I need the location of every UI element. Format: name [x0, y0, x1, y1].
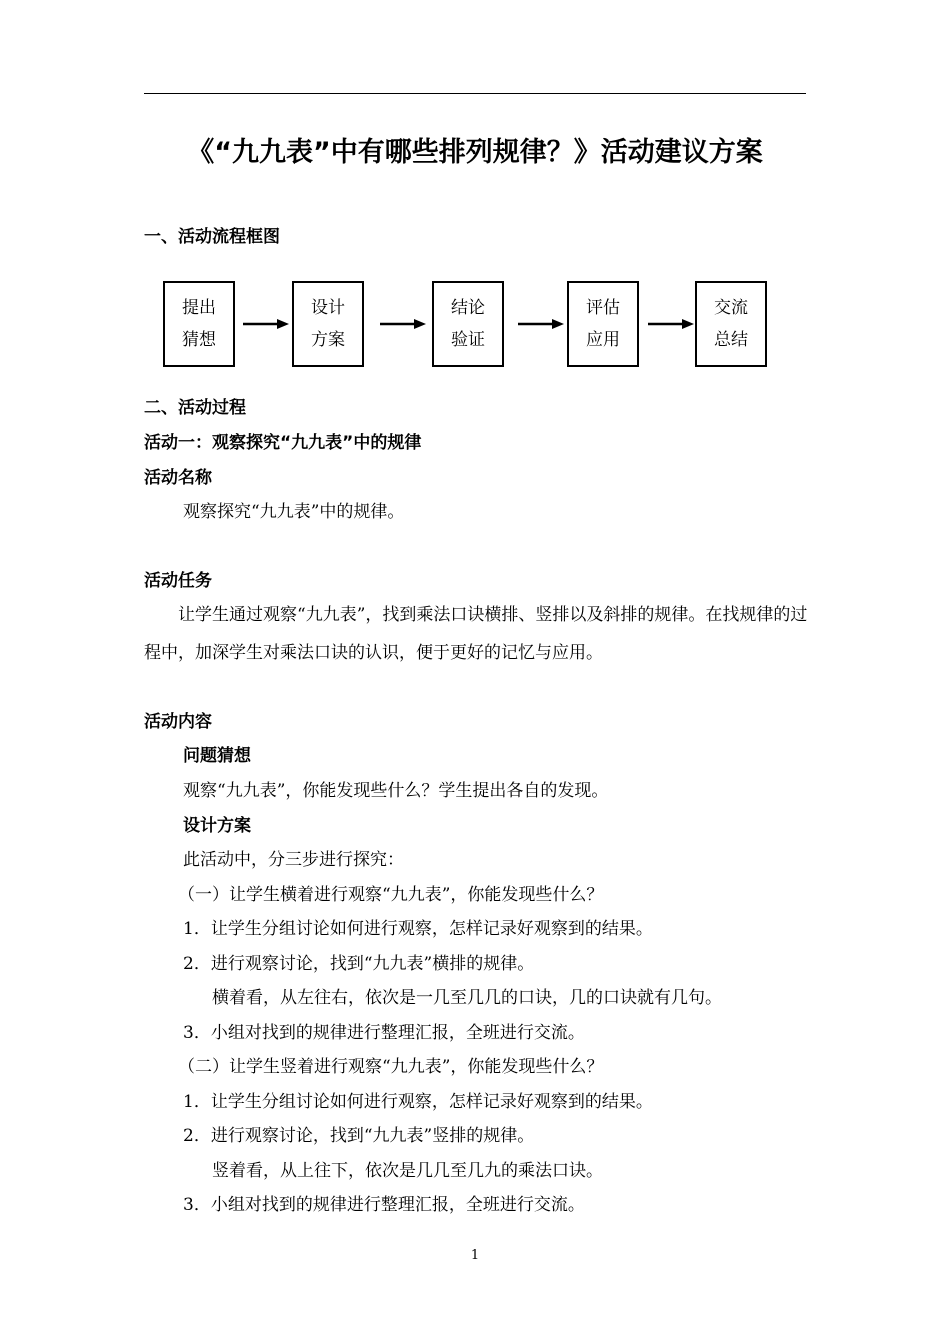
guess-text: 观察“九九表”，你能发现些什么？学生提出各自的发现。	[183, 781, 609, 801]
activity-task-text: 让学生通过观察“九九表”，找到乘法口诀横排、竖排以及斜排的规律。在找规律的过程中，加深学生对乘法口诀的认识，便于更好的记忆与应用。	[144, 605, 808, 663]
section1-heading: 一、活动流程框图	[144, 227, 280, 247]
step2-item-3: 3．小组对找到的规律进行整理汇报，全班进行交流。	[183, 1195, 585, 1215]
document-title: 《“九九表”中有哪些排列规律？》活动建议方案	[187, 137, 763, 168]
flow-box-3	[432, 281, 504, 367]
flow-box-4	[567, 281, 639, 367]
flow-arrow-icon	[648, 318, 694, 330]
flow-arrow-icon	[518, 318, 564, 330]
flow-box-5	[695, 281, 767, 367]
flow-arrow-icon	[380, 318, 426, 330]
activity-name-text: 观察探究“九九表”中的规律。	[183, 502, 405, 522]
flow-box-1	[163, 281, 235, 367]
step1-item-2: 2．进行观察讨论，找到“九九表”横排的规律。	[183, 954, 535, 974]
flow-box-3-line1: 结论	[451, 298, 485, 318]
flow-box-3-line2: 验证	[451, 330, 485, 350]
guess-label: 问题猜想	[183, 746, 251, 766]
flow-box-1-line1: 提出	[182, 298, 216, 318]
flow-box-5-line1: 交流	[714, 298, 748, 318]
step2-item-2-detail: 竖着看，从上往下，依次是几几至几九的乘法口诀。	[212, 1161, 603, 1181]
flow-box-1-line2: 猜想	[182, 330, 216, 350]
activity-name-label: 活动名称	[144, 468, 212, 488]
header-rule	[144, 93, 806, 94]
page-number: 1	[470, 1248, 480, 1263]
flow-box-2-line2: 方案	[311, 330, 345, 350]
activity1-heading: 活动一：观察探究“九九表”中的规律	[144, 433, 422, 453]
step2-title: （二）让学生竖着进行观察“九九表”，你能发现些什么？	[178, 1057, 604, 1077]
step1-item-2-detail: 横着看，从左往右，依次是一几至几几的口诀，几的口诀就有几句。	[212, 988, 722, 1008]
step2-item-2: 2．进行观察讨论，找到“九九表”竖排的规律。	[183, 1126, 535, 1146]
step1-item-1: 1．让学生分组讨论如何进行观察，怎样记录好观察到的结果。	[183, 919, 653, 939]
step2-item-1: 1．让学生分组讨论如何进行观察，怎样记录好观察到的结果。	[183, 1092, 653, 1112]
step1-item-3: 3．小组对找到的规律进行整理汇报，全班进行交流。	[183, 1023, 585, 1043]
step1-title: （一）让学生横着进行观察“九九表”，你能发现些什么？	[178, 885, 604, 905]
flow-box-5-line2: 总结	[714, 330, 748, 350]
activity-content-label: 活动内容	[144, 712, 212, 732]
activity-task-label: 活动任务	[144, 571, 212, 591]
flow-box-4-line2: 应用	[586, 330, 620, 350]
section2-heading: 二、活动过程	[144, 398, 246, 418]
flow-box-2	[292, 281, 364, 367]
flow-box-4-line1: 评估	[586, 298, 620, 318]
design-label: 设计方案	[183, 816, 251, 836]
design-intro: 此活动中，分三步进行探究：	[183, 850, 404, 870]
flow-arrow-icon	[243, 318, 289, 330]
flow-box-2-line1: 设计	[311, 298, 345, 318]
